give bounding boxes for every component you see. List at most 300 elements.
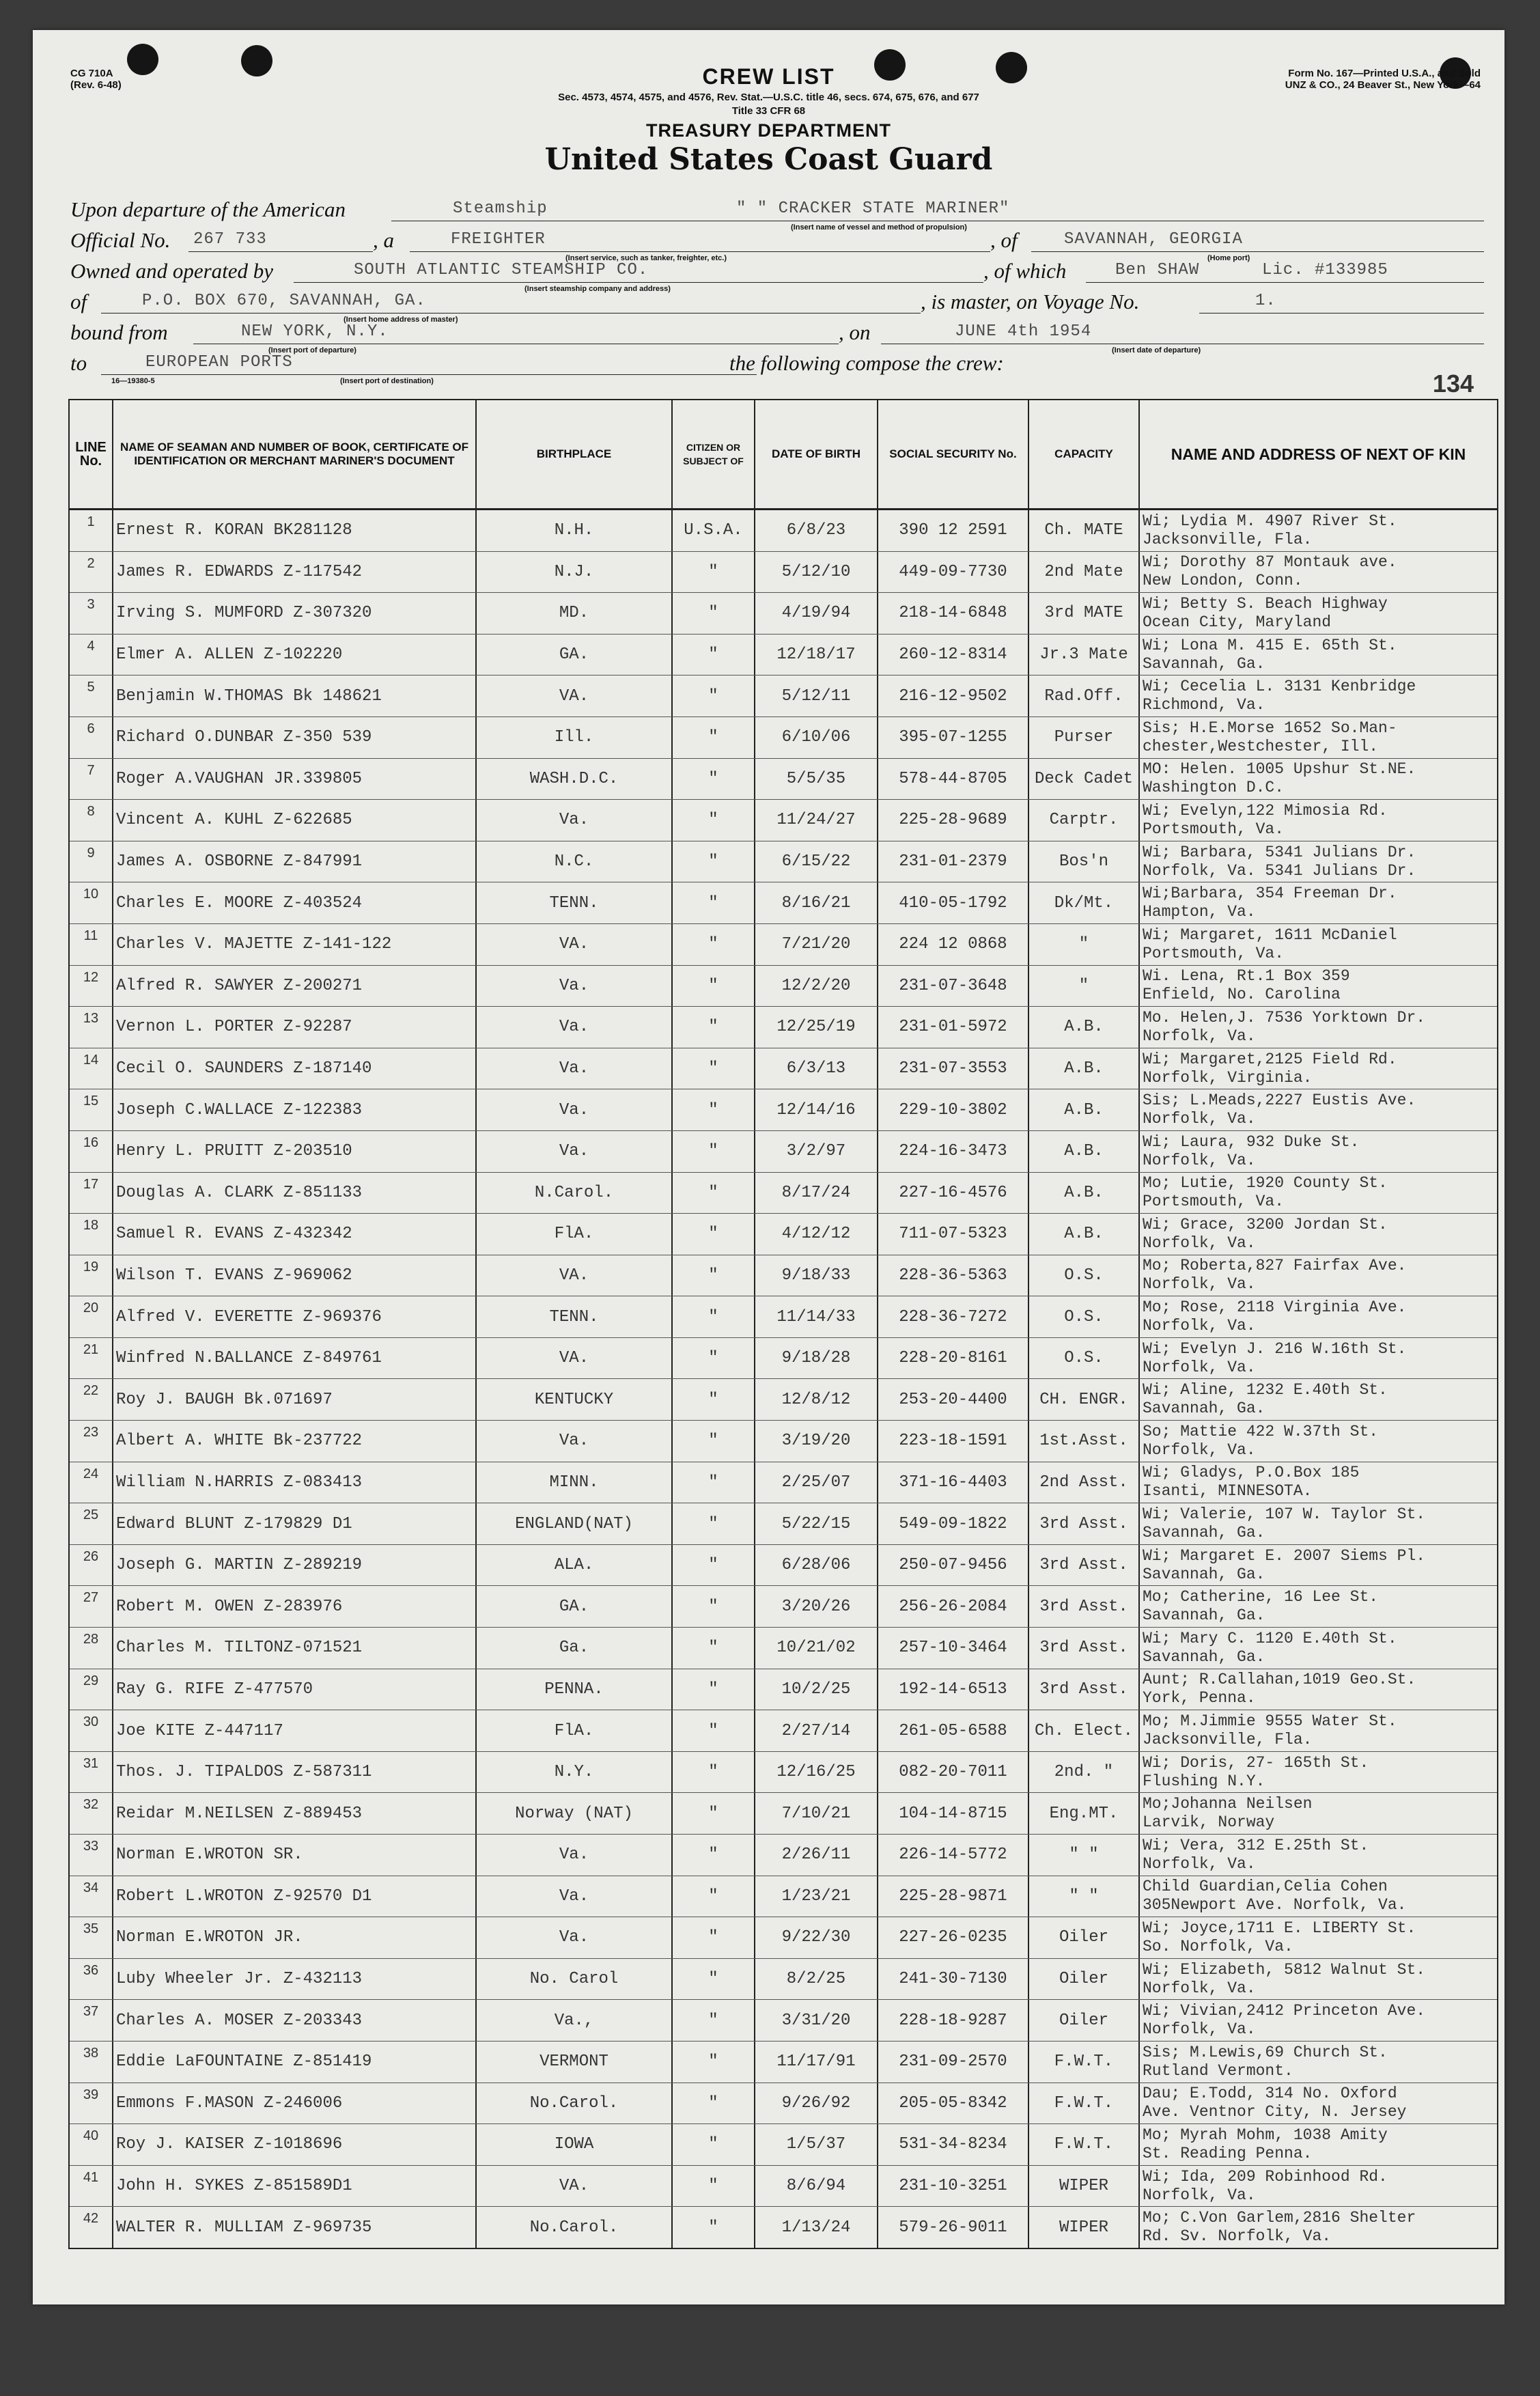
next-of-kin <box>1140 924 1497 965</box>
kin-line: Norfolk, Va. <box>1143 1979 1256 1997</box>
kin-line: Hampton, Va. <box>1143 903 1256 921</box>
date-of-birth: 7/10/21 <box>755 1793 878 1834</box>
social-security-no: 253-20-4400 <box>878 1379 1029 1420</box>
birthplace: IOWA <box>477 2124 673 2165</box>
capacity: A.B. <box>1029 1214 1140 1255</box>
label-owned: Owned and operated by <box>70 259 274 283</box>
next-of-kin <box>1140 841 1497 882</box>
seaman-name: James R. EDWARDS Z-117542 <box>113 552 477 593</box>
citizenship: " <box>673 1048 755 1089</box>
capacity: WIPER <box>1029 2207 1140 2248</box>
master-name: Ben SHAW <box>1115 261 1200 279</box>
citizenship: " <box>673 635 755 675</box>
kin-line: Portsmouth, Va. <box>1143 820 1285 838</box>
kin-line: Wi; Evelyn,122 Mimosia Rd. <box>1143 801 1388 820</box>
voyage-no: 1. <box>1255 292 1276 310</box>
citizenship: " <box>673 924 755 965</box>
social-security-no: 390 12 2591 <box>878 510 1029 551</box>
citizenship: " <box>673 759 755 800</box>
social-security-no: 578-44-8705 <box>878 759 1029 800</box>
capacity: A.B. <box>1029 1048 1140 1089</box>
line-number: 1 <box>70 510 113 551</box>
seaman-name: Charles E. MOORE Z-403524 <box>113 882 477 923</box>
next-of-kin <box>1140 882 1497 923</box>
date-of-birth: 1/13/24 <box>755 2207 878 2248</box>
birthplace: ENGLAND(NAT) <box>477 1503 673 1544</box>
table-header: LINE No. NAME OF SEAMAN AND NUMBER OF BOOK, CERTIFICATE OF IDENTIFICATION OR MERCHANT MARINER'S DOCUMENT BIRTHPLACE CITIZEN OR SUBJECT OF DATE OF BIRTH SOCIAL SECURITY No. CAPACITY NAME AND ADDRESS OF NEXT OF KIN <box>70 400 1497 510</box>
kin-line: Norfolk, Va. <box>1143 1358 1256 1376</box>
social-security-no: 226-14-5772 <box>878 1835 1029 1876</box>
table-row <box>70 1793 1497 1835</box>
table-row <box>70 717 1497 759</box>
kin-line: So. Norfolk, Va. <box>1143 1937 1293 1955</box>
capacity: 3rd MATE <box>1029 593 1140 634</box>
table-body <box>70 510 1497 2248</box>
citizenship: " <box>673 2042 755 2082</box>
kin-line: Norfolk, Va. <box>1143 1234 1256 1252</box>
birthplace: Va. <box>477 1131 673 1172</box>
kin-line: Wi; Margaret,2125 Field Rd. <box>1143 1050 1397 1068</box>
date-of-birth: 8/17/24 <box>755 1173 878 1214</box>
citizenship: " <box>673 966 755 1007</box>
vessel-class: FREIGHTER <box>451 230 546 249</box>
kin-line: Mo; Myrah Mohm, 1038 Amity <box>1143 2126 1388 2144</box>
table-row <box>70 924 1497 966</box>
citizenship: " <box>673 1131 755 1172</box>
birthplace: KENTUCKY <box>477 1379 673 1420</box>
home-port: SAVANNAH, GEORGIA <box>1064 230 1243 249</box>
kin-line: Norfolk, Va. <box>1143 2186 1256 2204</box>
capacity: CH. ENGR. <box>1029 1379 1140 1420</box>
birthplace: N.J. <box>477 552 673 593</box>
next-of-kin <box>1140 1752 1497 1793</box>
birthplace: Va. <box>477 1007 673 1048</box>
next-of-kin <box>1140 1214 1497 1255</box>
line-number: 24 <box>70 1462 113 1503</box>
line-number: 41 <box>70 2166 113 2207</box>
kin-line: Wi; Mary C. 1120 E.40th St. <box>1143 1629 1397 1647</box>
capacity: Purser <box>1029 717 1140 758</box>
kin-line: Mo;Johanna Neilsen <box>1143 1795 1313 1813</box>
kin-line: Savannah, Ga. <box>1143 1647 1265 1666</box>
social-security-no: 231-10-3251 <box>878 2166 1029 2207</box>
date-of-birth: 4/12/12 <box>755 1214 878 1255</box>
kin-line: Wi; Vera, 312 E.25th St. <box>1143 1836 1369 1854</box>
next-of-kin <box>1140 1586 1497 1627</box>
form-number-right: Form No. 167—Printed U.S.A., and Sold UNZ & CO., 24 Beaver St., New York—64 <box>1285 68 1481 91</box>
social-security-no: 205-05-8342 <box>878 2083 1029 2124</box>
capacity: Bos'n <box>1029 841 1140 882</box>
kin-line: Norfolk, Va. 5341 Julians Dr. <box>1143 861 1416 880</box>
seaman-name: Robert L.WROTON Z-92570 D1 <box>113 1876 477 1917</box>
social-security-no: 227-16-4576 <box>878 1173 1029 1214</box>
next-of-kin <box>1140 759 1497 800</box>
table-row <box>70 1959 1497 2001</box>
birthplace: Va. <box>477 800 673 841</box>
line-number: 2 <box>70 552 113 593</box>
line-number: 8 <box>70 800 113 841</box>
company: SOUTH ATLANTIC STEAMSHIP CO. <box>354 261 649 279</box>
line-number: 7 <box>70 759 113 800</box>
table-row <box>70 1173 1497 1214</box>
table-row <box>70 1214 1497 1255</box>
table-row <box>70 1007 1497 1048</box>
citizenship: " <box>673 2000 755 2041</box>
date-of-birth: 6/3/13 <box>755 1048 878 1089</box>
next-of-kin <box>1140 1379 1497 1420</box>
capacity: A.B. <box>1029 1089 1140 1130</box>
line-number: 13 <box>70 1007 113 1048</box>
seaman-name: Roy J. BAUGH Bk.071697 <box>113 1379 477 1420</box>
social-security-no: 260-12-8314 <box>878 635 1029 675</box>
seaman-name: Charles A. MOSER Z-203343 <box>113 2000 477 2041</box>
seaman-name: William N.HARRIS Z-083413 <box>113 1462 477 1503</box>
seaman-name: Eddie LaFOUNTAINE Z-851419 <box>113 2042 477 2082</box>
kin-line: Richmond, Va. <box>1143 696 1265 714</box>
citizenship: " <box>673 1214 755 1255</box>
kin-line: Portsmouth, Va. <box>1143 944 1285 962</box>
birthplace: PENNA. <box>477 1669 673 1710</box>
table-row <box>70 1255 1497 1297</box>
seaman-name: Samuel R. EVANS Z-432342 <box>113 1214 477 1255</box>
kin-line: Rd. Sv. Norfolk, Va. <box>1143 2227 1332 2246</box>
seaman-name: Thos. J. TIPALDOS Z-587311 <box>113 1752 477 1793</box>
birthplace: No.Carol. <box>477 2083 673 2124</box>
capacity: Oiler <box>1029 1917 1140 1958</box>
seaman-name: Edward BLUNT Z-179829 D1 <box>113 1503 477 1544</box>
date-of-birth: 3/31/20 <box>755 2000 878 2041</box>
kin-line: Sis; H.E.Morse 1652 So.Man- <box>1143 719 1397 737</box>
next-of-kin <box>1140 2083 1497 2124</box>
citizenship: " <box>673 1379 755 1420</box>
social-security-no: 228-20-8161 <box>878 1338 1029 1379</box>
kin-line: Wi; Margaret E. 2007 Siems Pl. <box>1143 1546 1426 1565</box>
birthplace: FlA. <box>477 1710 673 1751</box>
line-number: 21 <box>70 1338 113 1379</box>
capacity: Jr.3 Mate <box>1029 635 1140 675</box>
line-number: 30 <box>70 1710 113 1751</box>
capacity: F.W.T. <box>1029 2042 1140 2082</box>
kin-line: Mo. Helen,J. 7536 Yorktown Dr. <box>1143 1008 1426 1027</box>
date-of-birth: 12/16/25 <box>755 1752 878 1793</box>
date-of-birth: 8/6/94 <box>755 2166 878 2207</box>
seaman-name: Vincent A. KUHL Z-622685 <box>113 800 477 841</box>
form-title: CREW LIST <box>702 64 835 89</box>
social-security-no: 228-36-5363 <box>878 1255 1029 1296</box>
citizenship: " <box>673 1628 755 1669</box>
date-of-birth: 11/14/33 <box>755 1296 878 1337</box>
date-of-birth: 3/20/26 <box>755 1586 878 1627</box>
citizenship: " <box>673 1255 755 1296</box>
birthplace: WASH.D.C. <box>477 759 673 800</box>
kin-line: Wi; Aline, 1232 E.40th St. <box>1143 1381 1388 1399</box>
kin-line: Jacksonville, Fla. <box>1143 1731 1313 1749</box>
birthplace: TENN. <box>477 882 673 923</box>
table-row <box>70 1089 1497 1131</box>
capacity: " <box>1029 924 1140 965</box>
line-number: 31 <box>70 1752 113 1793</box>
citizenship: " <box>673 1586 755 1627</box>
line-number: 9 <box>70 841 113 882</box>
capacity: 3rd Asst. <box>1029 1586 1140 1627</box>
date-of-birth: 6/8/23 <box>755 510 878 551</box>
capacity: " " <box>1029 1876 1140 1917</box>
date-of-birth: 1/23/21 <box>755 1876 878 1917</box>
line-number: 37 <box>70 2000 113 2041</box>
seaman-name: Joseph G. MARTIN Z-289219 <box>113 1545 477 1586</box>
social-security-no: 229-10-3802 <box>878 1089 1029 1130</box>
social-security-no: 549-09-1822 <box>878 1503 1029 1544</box>
seaman-name: Elmer A. ALLEN Z-102220 <box>113 635 477 675</box>
capacity: 1st.Asst. <box>1029 1421 1140 1462</box>
seaman-name: Norman E.WROTON SR. <box>113 1835 477 1876</box>
birthplace: Ga. <box>477 1628 673 1669</box>
kin-line: Wi; Barbara, 5341 Julians Dr. <box>1143 843 1416 861</box>
table-row <box>70 510 1497 552</box>
kin-line: Wi; Dorothy 87 Montauk ave. <box>1143 553 1397 572</box>
next-of-kin <box>1140 1048 1497 1089</box>
seaman-name: Benjamin W.THOMAS Bk 148621 <box>113 675 477 716</box>
kin-line: Sis; M.Lewis,69 Church St. <box>1143 2043 1388 2061</box>
table-row <box>70 1752 1497 1794</box>
birthplace: Va. <box>477 1089 673 1130</box>
social-security-no: 228-18-9287 <box>878 2000 1029 2041</box>
form-number-left: CG 710A (Rev. 6-48) <box>70 68 122 91</box>
next-of-kin <box>1140 2042 1497 2082</box>
kin-line: So; Mattie 422 W.37th St. <box>1143 1422 1379 1440</box>
capacity: Dk/Mt. <box>1029 882 1140 923</box>
next-of-kin <box>1140 1338 1497 1379</box>
citizenship: " <box>673 2166 755 2207</box>
line-number: 11 <box>70 924 113 965</box>
table-row <box>70 1503 1497 1545</box>
table-row <box>70 2166 1497 2207</box>
seaman-name: WALTER R. MULLIAM Z-969735 <box>113 2207 477 2248</box>
social-security-no: 228-36-7272 <box>878 1296 1029 1337</box>
date-of-birth: 12/8/12 <box>755 1379 878 1420</box>
table-row <box>70 882 1497 924</box>
capacity: 3rd Asst. <box>1029 1669 1140 1710</box>
kin-line: Wi; Evelyn J. 216 W.16th St. <box>1143 1339 1407 1358</box>
citizenship: " <box>673 552 755 593</box>
master-license: Lic. #133985 <box>1262 261 1388 279</box>
line-number: 14 <box>70 1048 113 1089</box>
birthplace: MD. <box>477 593 673 634</box>
next-of-kin <box>1140 2166 1497 2207</box>
date-of-birth: 5/12/11 <box>755 675 878 716</box>
seaman-name: Reidar M.NEILSEN Z-889453 <box>113 1793 477 1834</box>
birthplace: GA. <box>477 635 673 675</box>
kin-line: Norfolk, Va. <box>1143 1151 1256 1169</box>
label-official: Official No. <box>70 228 171 252</box>
kin-line: Wi; Joyce,1711 E. LIBERTY St. <box>1143 1919 1416 1937</box>
next-of-kin <box>1140 1007 1497 1048</box>
line-number: 20 <box>70 1296 113 1337</box>
seaman-name: Charles M. TILTONZ-071521 <box>113 1628 477 1669</box>
agency: United States Coast Guard <box>544 142 993 177</box>
table-row <box>70 1131 1497 1173</box>
birthplace: VA. <box>477 675 673 716</box>
birthplace: Va. <box>477 1876 673 1917</box>
social-security-no: 579-26-9011 <box>878 2207 1029 2248</box>
crew-list-form: CG 710A (Rev. 6-48) Form No. 167—Printed U.S.A., and Sold UNZ & CO., 24 Beaver St., New York—64 CREW LIST Sec. 4573, 4574, 4575, and 4576, Rev. Stat.—U.S.C. title 46, secs. 674, 675, 676, and 677 Title 33 CFR 68 TREASURY DEPARTMENT United States Coast Guard Upon departure of the American Steamship " " CRACKER STATE MARINER" (Insert name of vessel and method of propulsion) Official No. 267 733 , a FREIGHTER (Insert service, such as tanker, freighter, etc.) , of SAVANNAH, GEORGIA (Home port) Owned and operated by SOUTH ATLANTIC STEAMSHIP CO. (Insert steamship company and address) , of which Ben SHAW Lic. #133985 of P.O. BOX 670, SAVANNAH, GA. (Insert home address of master) , is master, on Voyage No. 1. bound from NEW YORK, N.Y. (Insert port of departure) , on JUNE 4th 1954 (Insert date of departure) to EUROPEAN PORTS 16—19380-5 (Insert port of destination) the following compose the crew: 134 LINE No. NAME OF SEAMAN AND NUMBER OF BOOK, CERTIFICATE OF IDENTIFICATION OR MERCHANT MARINER'S DOCUMENT BIRTHPLACE CITIZEN OR SUBJECT OF DATE OF BIRTH SOCIAL SECURITY No. CAPACITY NAME AND ADDRESS OF NEXT OF KIN 1 Ernest R. KORAN BK281128 N.H. U.S.A. 6/8/23 390 12 2591 Ch. MATE Wi; Lydia M. 4907 River St. Jacksonville, Fla. 2 James R. EDWARDS Z-117542 N.J. " 5/12/10 449-09-7730 2nd Mate Wi; Dorothy 87 Montauk ave. New London, Conn. 3 Irving S. MUMFORD Z-307320 MD. " 4/19/94 218-14-6848 3rd MATE Wi; Betty S. Beach Highway Ocean City, Maryland 4 Elmer A. ALLEN Z-102220 GA. " 12/18/17 260-12-8314 Jr.3 Mate Wi; Lona M. 415 E. 65th St. Savannah, Ga. 5 Benjamin W.THOMAS Bk 148621 VA. " 5/12/11 216-12-9502 Rad.Off. Wi; Cecelia L. 3131 Kenbridge Richmond, Va. 6 Richard O.DUNBAR Z-350 539 Ill. " 6/10/06 395-07-1255 Purser Sis; H.E.Morse 1652 So.Man- chester,Westchester, Ill. 7 Roger A.VAUGHAN JR.339805 WASH.D.C. " 5/5/35 578-44-8705 Deck Cadet MO: Helen. 1005 Upshur St.NE. Washington D.C. 8 Vincent A. KUHL Z-622685 Va. " 11/24/27 225-28-9689 Carptr. Wi; Evelyn,122 Mimosia Rd. Portsmouth, Va. 9 James A. OSBORNE Z-847991 N.C. " 6/15/22 231-01-2379 Bos'n Wi; Barbara, 5341 Julians Dr. Norfolk, Va. 5341 Julians Dr. 10 Charles E. MOORE Z-403524 TENN. " 8/16/21 410-05-1792 Dk/Mt. Wi;Barbara, 354 Freeman Dr. Hampton, Va. 11 Charles V. MAJETTE Z-141-122 VA. " 7/21/20 224 12 0868 " Wi; Margaret, 1611 McDaniel Portsmouth, Va. 12 Alfred R. SAWYER Z-200271 Va. " 12/2/20 231-07-3648 " Wi. Lena, Rt.1 Box 359 Enfield, No. Carolina 13 Vernon L. PORTER Z-92287 Va. " 12/25/19 231-01-5972 A.B. Mo. Helen,J. 7536 Yorktown Dr. Norfolk, Va. 14 Cecil O. SAUNDERS Z-187140 Va. " 6/3/13 231-07-3553 A.B. Wi; Margaret,2125 Field Rd. Norfolk, Virginia. 15 Joseph C.WALLACE Z-122383 Va. " 12/14/16 229-10-3802 A.B. Sis; L.Meads,2227 Eustis Ave. Norfolk, Va. 16 Henry L. PRUITT Z-203510 Va. " 3/2/97 224-16-3473 A.B. Wi; Laura, 932 Duke St. Norfolk, Va. 17 Douglas A. CLARK Z-851133 N.Carol. " 8/17/24 227-16-4576 A.B. Mo; Lutie, 1920 County St. Portsmouth, Va. 18 Samuel R. EVANS Z-432342 FlA. " 4/12/12 711-07-5323 A.B. Wi; Grace, 3200 Jordan St. Norfolk, Va. 19 Wilson T. EVANS Z-969062 VA. " 9/18/33 228-36-5363 O.S. Mo; Roberta,827 Fairfax Ave. Norfolk, Va. 20 Alfred V. EVERETTE Z-969376 TENN. " 11/14/33 228-36-7272 O.S. Mo; Rose, 2118 Virginia Ave. Norfolk, Va. 21 Winfred N.BALLANCE Z-849761 VA. " 9/18/28 228-20-8161 O.S. Wi; Evelyn J. 216 W.16th St. Norfolk, Va. 22 Roy J. BAUGH Bk.071697 KENTUCKY " 12/8/12 253-20-4400 CH. ENGR. Wi; Aline, 1232 E.40th St. Savannah, Ga. 23 Albert A. WHITE Bk-237722 Va. " 3/19/20 223-18-1591 1st.Asst. So; Mattie 422 W.37th St. Norfolk, Va. 24 William N.HARRIS Z-083413 MINN. " 2/25/07 371-16-4403 2nd Asst. Wi; Gladys, P.O.Box 185 Isanti, MINNESOTA. 25 Edward BLUNT Z-179829 D1 ENGLAND(NAT) " 5/22/15 549-09-1822 3rd Asst. Wi; Valerie, 107 W. Taylor St. Savannah, Ga. 26 Joseph G. MARTIN Z-289219 ALA. " 6/28/06 250-07-9456 3rd Asst. Wi; Margaret E. 2007 Siems Pl. Savannah, Ga. 27 Robert M. OWEN Z-283976 GA. " 3/20/26 256-26-2084 3rd Asst. Mo; Catherine, 16 Lee St. Savannah, Ga. 28 Charles M. TILTONZ-071521 Ga. " 10/21/02 257-10-3464 3rd Asst. Wi; Mary C. 1120 E.40th St. Savannah, Ga. 29 Ray G. RIFE Z-477570 PENNA. " 10/2/25 192-14-6513 3rd Asst. Aunt; R.Callahan,1019 Geo.St. York, Penna. 30 Joe KITE Z-447117 FlA. " 2/27/14 261-05-6588 Ch. Elect. Mo; M.Jimmie 9555 Water St. Jacksonville, Fla. 31 Thos. J. TIPALDOS Z-587311 N.Y. " 12/16/25 082-20-7011 2nd. " Wi; Doris, 27- 165th St. Flushing N.Y. 32 Reidar M.NEILSEN Z-889453 Norway (NAT) " 7/10/21 104-14-8715 Eng.MT. Mo;Johanna Neilsen Larvik, Norway 33 Norman E.WROTON SR. Va. " 2/26/11 226-14-5772 " " Wi; Vera, 312 E.25th St. Norfolk, Va. 34 Robert L.WROTON Z-92570 D1 Va. " 1/23/21 225-28-9871 " " Child Guardian,Celia Cohen 305Newport Ave. Norfolk, Va. 35 Norman E.WROTON JR. Va. " 9/22/30 227-26-0235 Oiler Wi; Joyce,1711 E. LIBERTY St. So. Norfolk, Va. 36 Luby Wheeler Jr. Z-432113 No. Carol " 8/2/25 241-30-7130 Oiler Wi; Elizabeth, 5812 Walnut St. Norfolk, Va. 37 Charles A. MOSER Z-203343 Va., " 3/31/20 228-18-9287 Oiler Wi; Vivian,2412 Princeton Ave. Norfolk, Va. 38 Eddie LaFOUNTAINE Z-851419 VERMONT " 11/17/91 231-09-2570 F.W.T. Sis; M.Lewis,69 Church St. Rutland Vermont. 39 Emmons F.MASON Z-246006 No.Carol. " 9/26/92 205-05-8342 F.W.T. Dau; E.Todd, 314 No. Oxford Ave. Ventnor City, N. Jersey 40 Roy J. KAISER Z-1018696 IOWA " 1/5/37 531-34-8234 F.W.T. Mo; Myrah Mohm, 1038 Amity St. Reading Penna. 41 John H. SYKES Z-851589D1 VA. " 8/6/94 231-10-3251 WIPER Wi; Ida, 209 Robinhood Rd. Norfolk, Va. 42 WALTER R. MULLIAM Z-969735 No.Carol. " 1/13/24 579-26-9011 WIPER Mo; C.Von Garlem,2816 Shelter Rd. Sv. Norfolk, Va. <box>33 30 1504 2304</box>
kin-line: Wi; Grace, 3200 Jordan St. <box>1143 1215 1388 1234</box>
date-of-birth: 3/2/97 <box>755 1131 878 1172</box>
kin-line: Aunt; R.Callahan,1019 Geo.St. <box>1143 1671 1416 1689</box>
date-of-birth: 12/18/17 <box>755 635 878 675</box>
kin-line: Wi; Margaret, 1611 McDaniel <box>1143 925 1397 944</box>
seaman-name: Cecil O. SAUNDERS Z-187140 <box>113 1048 477 1089</box>
seaman-name: Norman E.WROTON JR. <box>113 1917 477 1958</box>
social-security-no: 261-05-6588 <box>878 1710 1029 1751</box>
seaman-name: Robert M. OWEN Z-283976 <box>113 1586 477 1627</box>
kin-line: Dau; E.Todd, 314 No. Oxford <box>1143 2085 1397 2103</box>
next-of-kin <box>1140 1255 1497 1296</box>
citizenship: U.S.A. <box>673 510 755 551</box>
seaman-name: Roy J. KAISER Z-1018696 <box>113 2124 477 2165</box>
date-of-birth: 6/10/06 <box>755 717 878 758</box>
social-security-no: 224 12 0868 <box>878 924 1029 965</box>
next-of-kin <box>1140 1296 1497 1337</box>
line-number: 35 <box>70 1917 113 1958</box>
capacity: F.W.T. <box>1029 2083 1140 2124</box>
social-security-no: 225-28-9689 <box>878 800 1029 841</box>
citizenship: " <box>673 675 755 716</box>
line-number: 26 <box>70 1545 113 1586</box>
line-number: 15 <box>70 1089 113 1130</box>
next-of-kin <box>1140 675 1497 716</box>
seaman-name: Winfred N.BALLANCE Z-849761 <box>113 1338 477 1379</box>
next-of-kin <box>1140 1669 1497 1710</box>
social-security-no: 216-12-9502 <box>878 675 1029 716</box>
birthplace: Va. <box>477 1835 673 1876</box>
kin-line: Wi; Elizabeth, 5812 Walnut St. <box>1143 1960 1426 1979</box>
birthplace: N.H. <box>477 510 673 551</box>
table-row <box>70 1296 1497 1338</box>
citizenship: " <box>673 1089 755 1130</box>
capacity: Deck Cadet <box>1029 759 1140 800</box>
kin-line: Jacksonville, Fla. <box>1143 530 1313 548</box>
citizenship: " <box>673 2207 755 2248</box>
date-of-birth: 9/26/92 <box>755 2083 878 2124</box>
next-of-kin <box>1140 1876 1497 1917</box>
kin-line: MO: Helen. 1005 Upshur St.NE. <box>1143 760 1416 779</box>
citizenship: " <box>673 1173 755 1214</box>
kin-line: Savannah, Ga. <box>1143 1524 1265 1542</box>
capacity: O.S. <box>1029 1296 1140 1337</box>
kin-line: York, Penna. <box>1143 1689 1256 1708</box>
next-of-kin <box>1140 1421 1497 1462</box>
date-of-birth: 10/21/02 <box>755 1628 878 1669</box>
line-number: 27 <box>70 1586 113 1627</box>
birthplace: Norway (NAT) <box>477 1793 673 1834</box>
line-number: 28 <box>70 1628 113 1669</box>
line-number: 23 <box>70 1421 113 1462</box>
kin-line: Savannah, Ga. <box>1143 654 1265 673</box>
seaman-name: Emmons F.MASON Z-246006 <box>113 2083 477 2124</box>
birthplace: No.Carol. <box>477 2207 673 2248</box>
birthplace: MINN. <box>477 1462 673 1503</box>
table-row <box>70 1338 1497 1380</box>
table-row <box>70 1545 1497 1587</box>
table-row <box>70 2042 1497 2083</box>
kin-line: Enfield, No. Carolina <box>1143 986 1341 1004</box>
date-of-birth: 9/18/28 <box>755 1338 878 1379</box>
table-row <box>70 1421 1497 1462</box>
next-of-kin <box>1140 1089 1497 1130</box>
kin-line: Norfolk, Virginia. <box>1143 1068 1313 1087</box>
capacity: F.W.T. <box>1029 2124 1140 2165</box>
social-security-no: 256-26-2084 <box>878 1586 1029 1627</box>
capacity: Oiler <box>1029 2000 1140 2041</box>
birthplace: VA. <box>477 2166 673 2207</box>
kin-line: Larvik, Norway <box>1143 1813 1275 1832</box>
next-of-kin <box>1140 1131 1497 1172</box>
citizenship: " <box>673 1959 755 2000</box>
kin-line: Child Guardian,Celia Cohen <box>1143 1878 1388 1896</box>
kin-line: Wi; Lona M. 415 E. 65th St. <box>1143 636 1397 654</box>
kin-line: Ocean City, Maryland <box>1143 613 1332 631</box>
line-number: 6 <box>70 717 113 758</box>
next-of-kin <box>1140 1959 1497 2000</box>
citizenship: " <box>673 1835 755 1876</box>
capacity: Ch. Elect. <box>1029 1710 1140 1751</box>
social-security-no: 531-34-8234 <box>878 2124 1029 2165</box>
vessel-name: " " CRACKER STATE MARINER" <box>736 199 1010 218</box>
kin-line: Mo; C.Von Garlem,2816 Shelter <box>1143 2209 1416 2227</box>
date-of-birth: 8/2/25 <box>755 1959 878 2000</box>
birthplace: No. Carol <box>477 1959 673 2000</box>
kin-line: Wi; Doris, 27- 165th St. <box>1143 1753 1369 1772</box>
kin-line: Wi; Cecelia L. 3131 Kenbridge <box>1143 678 1416 696</box>
seaman-name: Richard O.DUNBAR Z-350 539 <box>113 717 477 758</box>
kin-line: Norfolk, Va. <box>1143 2020 1256 2039</box>
seaman-name: Albert A. WHITE Bk-237722 <box>113 1421 477 1462</box>
birthplace: ALA. <box>477 1545 673 1586</box>
social-security-no: 225-28-9871 <box>878 1876 1029 1917</box>
table-row <box>70 2124 1497 2166</box>
kin-line: chester,Westchester, Ill. <box>1143 737 1379 755</box>
social-security-no: 449-09-7730 <box>878 552 1029 593</box>
date-of-birth: 10/2/25 <box>755 1669 878 1710</box>
capacity: Eng.MT. <box>1029 1793 1140 1834</box>
next-of-kin <box>1140 593 1497 634</box>
capacity: 2nd Asst. <box>1029 1462 1140 1503</box>
kin-line: Mo; Roberta,827 Fairfax Ave. <box>1143 1257 1407 1275</box>
seaman-name: Luby Wheeler Jr. Z-432113 <box>113 1959 477 2000</box>
table-row <box>70 800 1497 841</box>
kin-line: Mo; M.Jimmie 9555 Water St. <box>1143 1712 1397 1731</box>
kin-line: Wi; Valerie, 107 W. Taylor St. <box>1143 1505 1426 1524</box>
next-of-kin <box>1140 1173 1497 1214</box>
next-of-kin <box>1140 1835 1497 1876</box>
date-of-birth: 1/5/37 <box>755 2124 878 2165</box>
seaman-name: Joe KITE Z-447117 <box>113 1710 477 1751</box>
line-number: 34 <box>70 1876 113 1917</box>
citizenship: " <box>673 1421 755 1462</box>
citizenship: " <box>673 717 755 758</box>
kin-line: Washington D.C. <box>1143 779 1285 797</box>
seaman-name: Vernon L. PORTER Z-92287 <box>113 1007 477 1048</box>
social-security-no: 192-14-6513 <box>878 1669 1029 1710</box>
citizenship: " <box>673 882 755 923</box>
social-security-no: 241-30-7130 <box>878 1959 1029 2000</box>
birthplace: VA. <box>477 924 673 965</box>
date-of-birth: 6/15/22 <box>755 841 878 882</box>
kin-line: Norfolk, Va. <box>1143 1110 1256 1128</box>
next-of-kin <box>1140 552 1497 593</box>
social-security-no: 231-01-2379 <box>878 841 1029 882</box>
